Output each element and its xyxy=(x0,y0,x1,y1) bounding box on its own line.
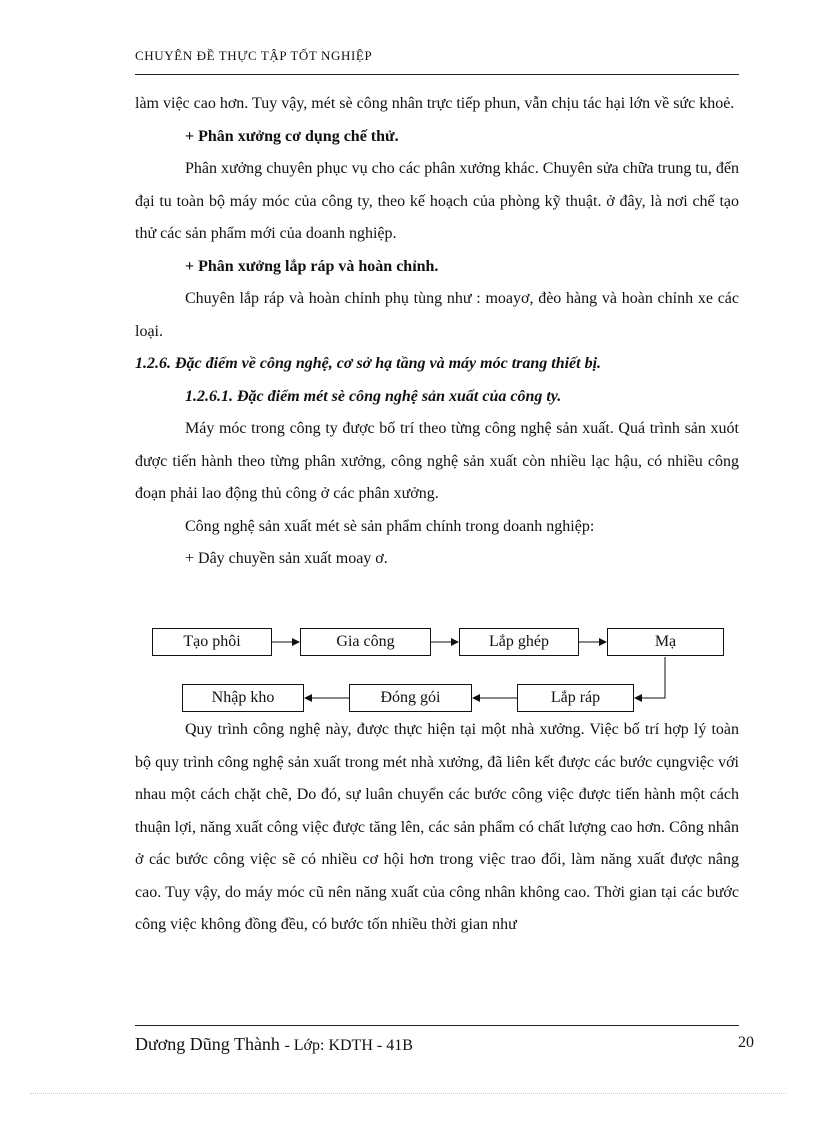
body-text xyxy=(135,88,739,576)
subsection-heading: 1.2.6.1. Đặc điểm mét sè công nghệ sản xuất của công ty. xyxy=(185,387,562,405)
flow-step-ma: Mạ xyxy=(607,628,724,656)
paragraph-5: Công nghệ sản xuất mét sè sản phẩm chính trong doanh nghiệp: xyxy=(185,517,595,535)
footer-divider xyxy=(135,1025,739,1026)
header-divider xyxy=(135,74,739,75)
heading-workshop-assembly: + Phân xưởng lắp ráp và hoàn chỉnh. xyxy=(185,257,439,275)
flow-step-dong-goi: Đóng gói xyxy=(349,684,472,712)
page-footer xyxy=(135,1034,413,1055)
flow-arrow-4 xyxy=(635,657,665,698)
page-edge-dotted-line xyxy=(30,1093,786,1094)
paragraph-3: Chuyên lắp ráp và hoàn chỉnh phụ tùng như : moayơ, đèo hàng và hoàn chỉnh xe các loại. xyxy=(135,290,739,340)
page-number: 20 xyxy=(738,1034,754,1051)
page-header: CHUYÊN ĐỀ THỰC TẬP TỐT NGHIỆP xyxy=(135,48,373,63)
paragraph-4: Máy móc trong công ty được bố trí theo từng công nghệ sản xuất. Quá trình sản xuót được tiến hành theo từng phân xưởng, công nghệ sản xuất còn nhiều lạc hậu, có nhiều công đoạn phải lao động thủ công ở các phân xưởng. xyxy=(135,420,739,502)
class-label: - Lớp: KDTH - 41B xyxy=(284,1037,413,1054)
flow-step-tao-phoi: Tạo phôi xyxy=(152,628,272,656)
heading-workshop-tooling: + Phân xưởng cơ dụng chế thử. xyxy=(185,127,399,145)
paragraph-6: + Dây chuyền sản xuất moay ơ. xyxy=(185,550,388,567)
paragraph-2: Phân xưởng chuyên phục vụ cho các phân xưởng khác. Chuyên sửa chữa trung tu, đến đại tu toàn bộ máy móc của công ty, theo kế hoạch của phòng kỹ thuật. ở đây, là nơi chế tạo thử các sản phẩm mới của doanh nghiệp. xyxy=(135,160,739,242)
section-heading: 1.2.6. Đặc điểm về công nghệ, cơ sở hạ tầng và máy móc trang thiết bị. xyxy=(135,355,602,372)
flow-step-lap-ghep: Lắp ghép xyxy=(459,628,579,656)
paragraph-1: làm việc cao hơn. Tuy vậy, mét sè công nhân trực tiếp phun, vẫn chịu tác hại lớn về sức khoẻ. xyxy=(135,95,735,112)
paragraph-7: Quy trình công nghệ này, được thực hiện tại một nhà xưởng. Việc bố trí hợp lý toàn bộ quy trình công nghệ sản xuất trong mét nhà xưởng, đã liên kết được các bước cụngviệc với nhau một cách chặt chẽ, Do đó, sự luân chuyển các bước công việc được tiến hành một cách thuận lợi, năng xuất công việc được tăng lên, các sản phẩm có chất lượng cao hơn. Công nhân ở các bước công việc sẽ có nhiều cơ hội hơn trong việc trao đổi, làm năng xuất được nâng cao. Tuy vậy, do máy móc cũ nên năng xuất của công nhân không cao. Thời gian tại các bước công việc không đồng đều, có bước tốn nhiều thời gian như xyxy=(135,721,739,933)
flow-step-lap-rap: Lắp ráp xyxy=(517,684,634,712)
flow-step-nhap-kho: Nhập kho xyxy=(182,684,304,712)
author-name: Dương Dũng Thành xyxy=(135,1034,280,1054)
flow-step-gia-cong: Gia công xyxy=(300,628,431,656)
body-text-continued xyxy=(135,714,739,942)
